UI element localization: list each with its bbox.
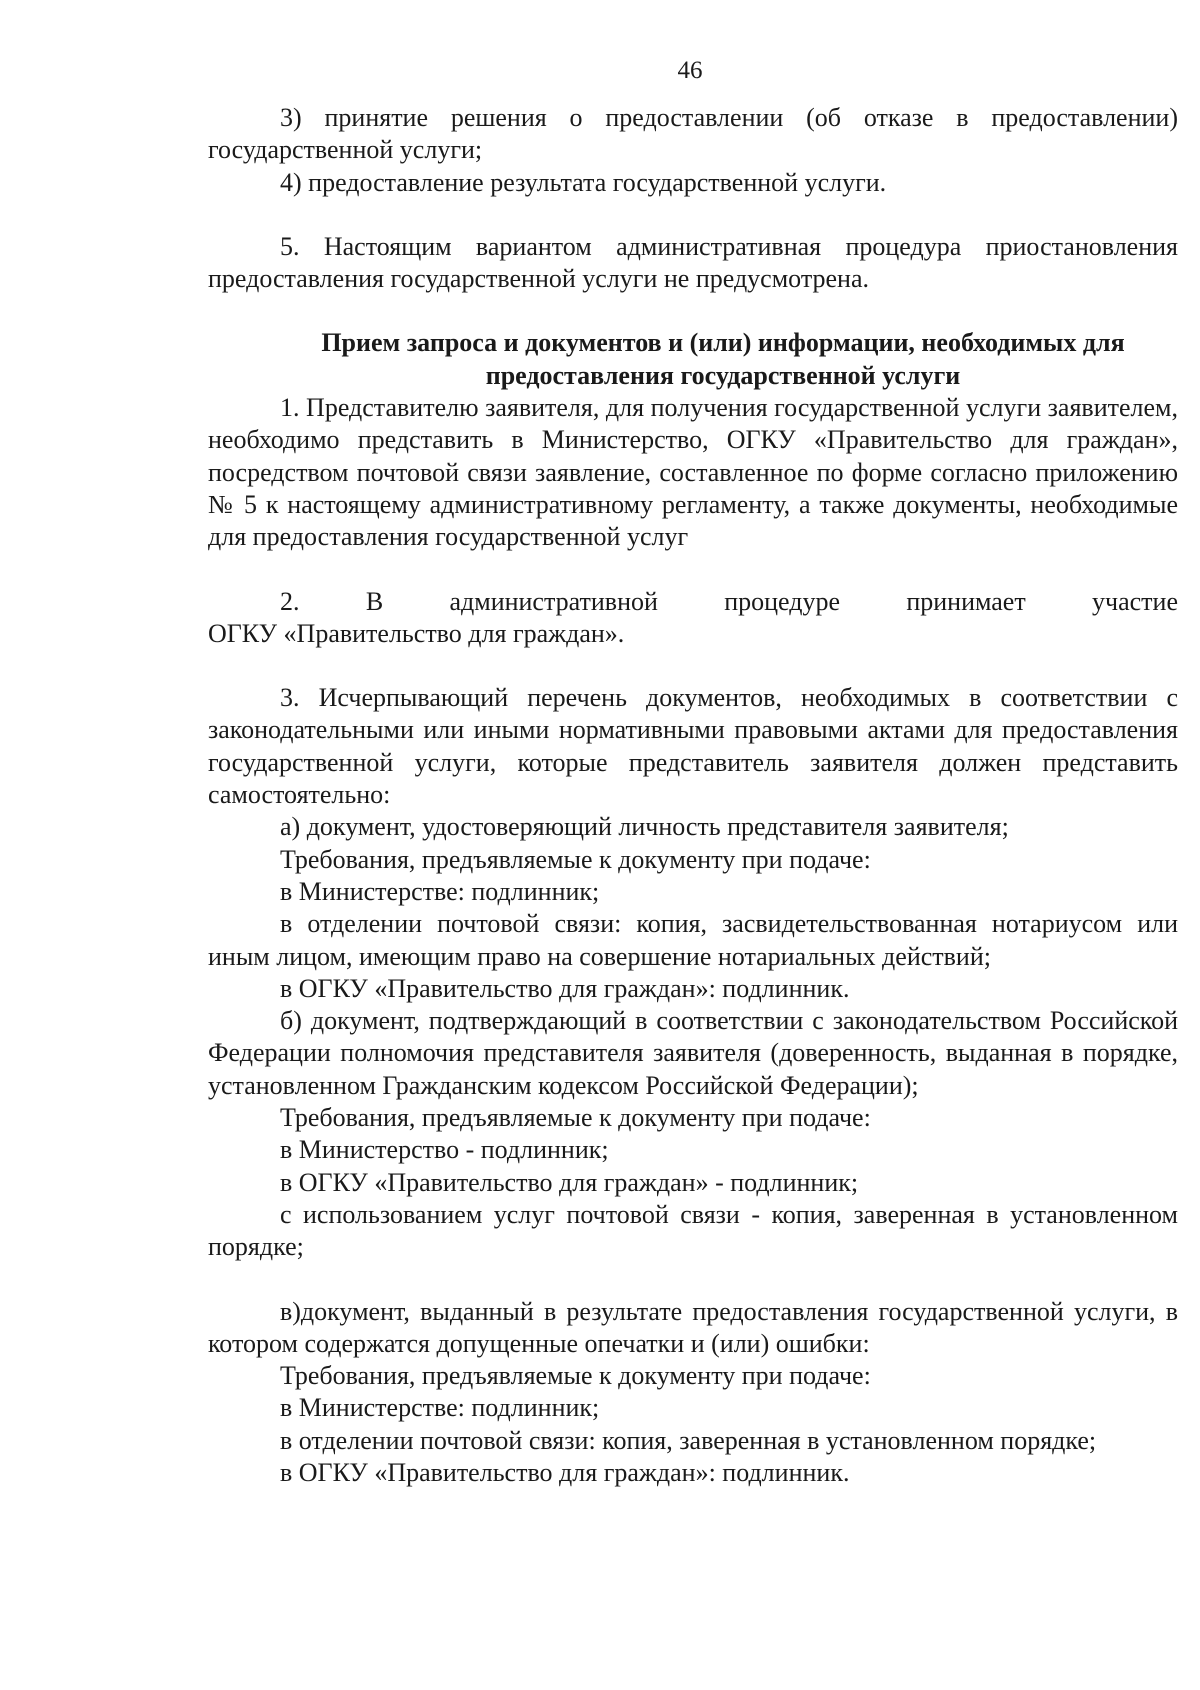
document-body — [208, 102, 1178, 1489]
doc-v-post: в отделении почтовой связи: копия, заверенная в установленном порядке; — [280, 1425, 1097, 1455]
spacer — [208, 295, 1178, 327]
doc-a-requirements: Требования, предъявляемые к документу при подаче: — [280, 844, 871, 874]
doc-b-ministry: в Министерство - подлинник; — [280, 1135, 609, 1165]
doc-b-requirements: Требования, предъявляемые к документу при подаче: — [280, 1103, 871, 1133]
spacer — [208, 650, 1178, 682]
paragraph-point-5: 5. Настоящим вариантом административная процедура приостановления предоставления государственной услуги не предусмотрена. — [208, 231, 1178, 294]
doc-v-ogku: в ОГКУ «Правительство для граждан»: подлинник. — [280, 1457, 850, 1487]
spacer — [208, 554, 1178, 586]
doc-v-requirements: Требования, предъявляемые к документу при подаче: — [280, 1361, 871, 1391]
spacer — [208, 199, 1178, 231]
doc-a-ministry: в Министерстве: подлинник; — [280, 876, 600, 906]
doc-a-post: в отделении почтовой связи: копия, засвидетельствованная нотариусом или иным лицом, имеющим право на совершение нотариальных действий; — [208, 909, 1178, 971]
doc-b-title: б) документ, подтверждающий в соответствии с законодательством Российской Федерации полномочия представителя заявителя (доверенность, выданная в порядке, установленном Гражданским кодексом Российской Федерации); — [208, 1006, 1178, 1100]
paragraph-step-3: 3) принятие решения о предоставлении (об отказе в предоставлении) государственной услуги; — [208, 103, 1178, 165]
page-number: 46 — [677, 57, 703, 84]
doc-v-title: в)документ, выданный в результате предоставления государственной услуги, в котором содержатся допущенные опечатки и (или) ошибки: — [208, 1296, 1178, 1358]
paragraph-step-4: 4) предоставление результата государственной услуги. — [280, 167, 887, 197]
section-heading: Прием запроса и документов и (или) информации, необходимых для предоставления государственной услуги — [321, 328, 1125, 390]
doc-b-post: с использованием услуг почтовой связи - копия, заверенная в установленном порядке; — [208, 1199, 1178, 1262]
paragraph-item-2-line-1: 2. В административной процедуре принимает участие — [280, 586, 1178, 616]
doc-a-ogku: в ОГКУ «Правительство для граждан»: подлинник. — [280, 973, 850, 1003]
doc-v-ministry: в Министерстве: подлинник; — [280, 1393, 600, 1423]
doc-a-title: а) документ, удостоверяющий личность представителя заявителя; — [280, 812, 1009, 842]
doc-b-ogku: в ОГКУ «Правительство для граждан» - подлинник; — [280, 1167, 859, 1197]
spacer — [208, 1264, 1178, 1296]
paragraph-item-2-line-2: ОГКУ «Правительство для граждан». — [208, 618, 625, 648]
paragraph-item-3: 3. Исчерпывающий перечень документов, необходимых в соответствии с законодательными или иными нормативными правовыми актами для предоставления государственной услуги, которые представитель заявителя должен представить самостоятельно: — [208, 683, 1178, 810]
paragraph-item-1: 1. Представителю заявителя, для получения государственной услуги заявителем, необходимо представить в Министерство, ОГКУ «Правительство для граждан», посредством почтовой связи заявление, составленное по форме согласно приложению № 5 к настоящему административному регламенту, а также документы, необходимые для предоставления государственной услуг — [208, 393, 1178, 552]
